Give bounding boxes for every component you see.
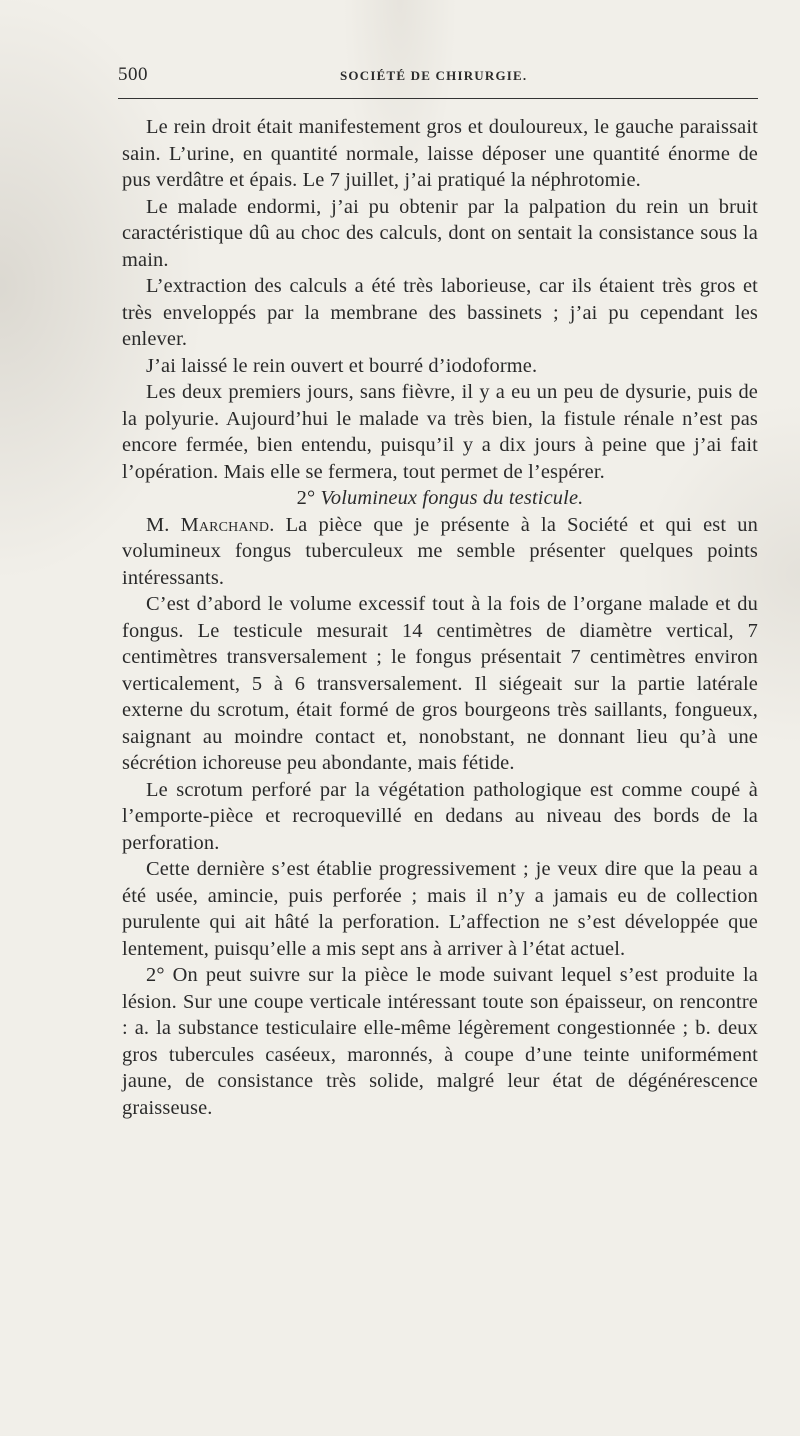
paragraph: L’extraction des calculs a été très laborieuse, car ils étaient très gros et très enveloppés par la membrane des bassinets ; j’ai pu cependant les enlever. [122,275,758,350]
author-name: M. Marchand. [146,513,275,536]
paragraph: Les deux premiers jours, sans fièvre, il y a eu un peu de dysurie, puis de la polyurie. Aujourd’hui le malade va très bien, la fistule rénale n’est pas encore fermée, bien entendu, puisqu’il y a dix jours à peine que j’ai fait l’opération. Mais elle se fermera, tout permet de l’espérer. [122,381,758,483]
paragraph: Le scrotum perforé par la végétation pathologique est comme coupé à l’emporte-pièce et recroquevillé en dedans au niveau des bords de la perforation. [122,778,758,854]
section-number: 2° [296,487,316,509]
paragraph: Le rein droit était manifestement gros et douloureux, le gauche paraissait sain. L’urine, en quantité normale, laisse déposer une quantité énorme de pus verdâtre et épais. Le 7 juillet, j’ai pratiqué la néphrotomie. [122,116,758,191]
paragraph: Cette dernière s’est établie progressivement ; je veux dire que la peau a été usée, amincie, puis perforée ; mais il n’y a jamais eu de collection purulente qui ait hâté la perforation. L’affection ne s’est développée que lentement, puisqu’elle a mis sept ans à arriver à l’état actuel. [122,858,758,960]
paragraph: Le malade endormi, j’ai pu obtenir par la palpation du rein un bruit caractéristique dû au choc des calculs, dont on sentait la consistance sous la main. [122,195,758,271]
paragraph [122,512,758,592]
paragraph: J’ai laissé le rein ouvert et bourré d’iodoforme. [146,354,538,377]
paragraph: C’est d’abord le volume excessif tout à la fois de l’organe malade et du fongus. Le testicule mesurait 14 centimètres de diamètre vertical, 7 centimètres transversalement ; le fongus présentait 7 centimètres environ verticalement, 5 à 6 transversalement. Il siégeait sur la partie latérale externe du scrotum, était formé de gros bourgeons très saillants, fongueux, saignant au moindre contact et, nonobstant, ne donnant lieu qu’à une sécrétion ichoreuse peu abondante, mais fétide. [122,593,758,774]
running-head: SOCIÉTÉ DE CHIRURGIE. [340,68,528,83]
paragraph-text: La pièce que je présente à la Société et qui est un volumineux fongus tuberculeux me semble présenter quelques points intéressants. [122,513,758,589]
section-title: Volumineux fongus du testicule. [320,487,584,509]
body-text [122,114,758,1121]
paragraph: 2° On peut suivre sur la pièce le mode suivant lequel s’est produite la lésion. Sur une coupe verticale intéressant toute son épaisseur, on rencontre : a. la substance testiculaire elle-même légèrement congestionnée ; b. deux gros tubercules caséeux, maronnés, à coupe d’une teinte uniformément jaune, de consistance très solide, malgré leur état de dégénérescence graisseuse. [122,964,758,1119]
header-rule [118,98,758,99]
section-heading [122,485,758,512]
page-header [118,62,758,92]
page-number: 500 [118,64,148,85]
